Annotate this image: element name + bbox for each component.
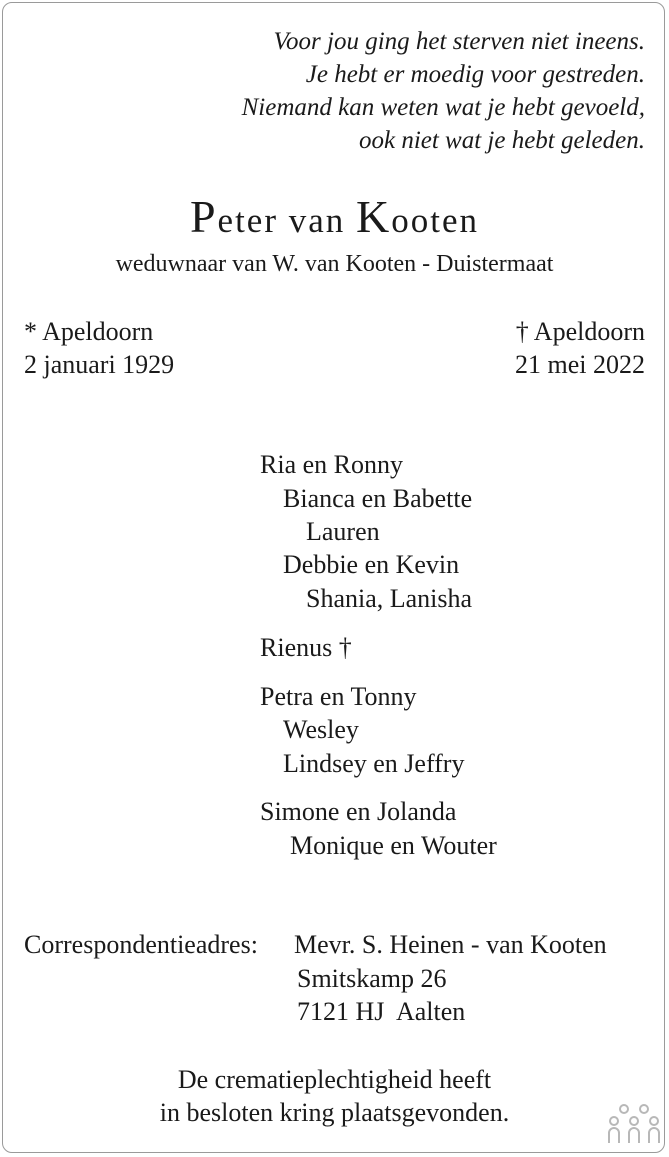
poem-line-2: Je hebt er moedig voor gestreden. (305, 61, 645, 88)
family-line: Monique en Wouter (290, 831, 497, 860)
family-line: Wesley (283, 715, 359, 744)
correspondence-label: Correspondentieadres: (24, 930, 258, 959)
death-place: † Apeldoorn (515, 317, 645, 346)
name-mid-van: van (278, 201, 357, 240)
family-line: Bianca en Babette (283, 484, 473, 513)
family-line: Lindsey en Jeffry (283, 749, 465, 778)
correspondence-city: 7121 HJ Aalten (297, 997, 466, 1026)
name-initial-k: K (356, 191, 392, 242)
people-group-icon (608, 1101, 660, 1145)
poem-line-1: Voor jou ging het sterven niet ineens. (273, 28, 645, 55)
family-line: Lauren (306, 517, 380, 546)
closing-line-2: in besloten kring plaatsgevonden. (159, 1098, 510, 1127)
family-line: Shania, Lanisha (306, 584, 473, 613)
family-line: Petra en Tonny (260, 682, 417, 711)
family-line: Ria en Ronny (260, 450, 403, 479)
poem-line-3: Niemand kan weten wat je hebt gevoeld, (241, 94, 645, 121)
birth-date: 2 januari 1929 (24, 350, 175, 379)
family-line: Rienus † (260, 633, 352, 662)
birth-place: * Apeldoorn (24, 317, 154, 346)
family-line: Simone en Jolanda (260, 797, 457, 826)
death-date: 21 mei 2022 (515, 350, 645, 379)
name-rest-ooten: ooten (391, 201, 480, 240)
family-line: Debbie en Kevin (283, 550, 460, 579)
poem-line-4: ook niet wat je hebt geleden. (358, 127, 645, 154)
deceased-name (0, 190, 669, 243)
closing-line-1: De crematieplechtigheid heeft (177, 1065, 492, 1094)
name-initial-p: P (189, 191, 218, 242)
correspondence-street: Smitskamp 26 (297, 964, 447, 993)
correspondence-name: Mevr. S. Heinen - van Kooten (294, 930, 607, 959)
deceased-subtitle: weduwnaar van W. van Kooten - Duistermaat (115, 251, 554, 277)
name-rest-eter: eter (217, 201, 278, 240)
